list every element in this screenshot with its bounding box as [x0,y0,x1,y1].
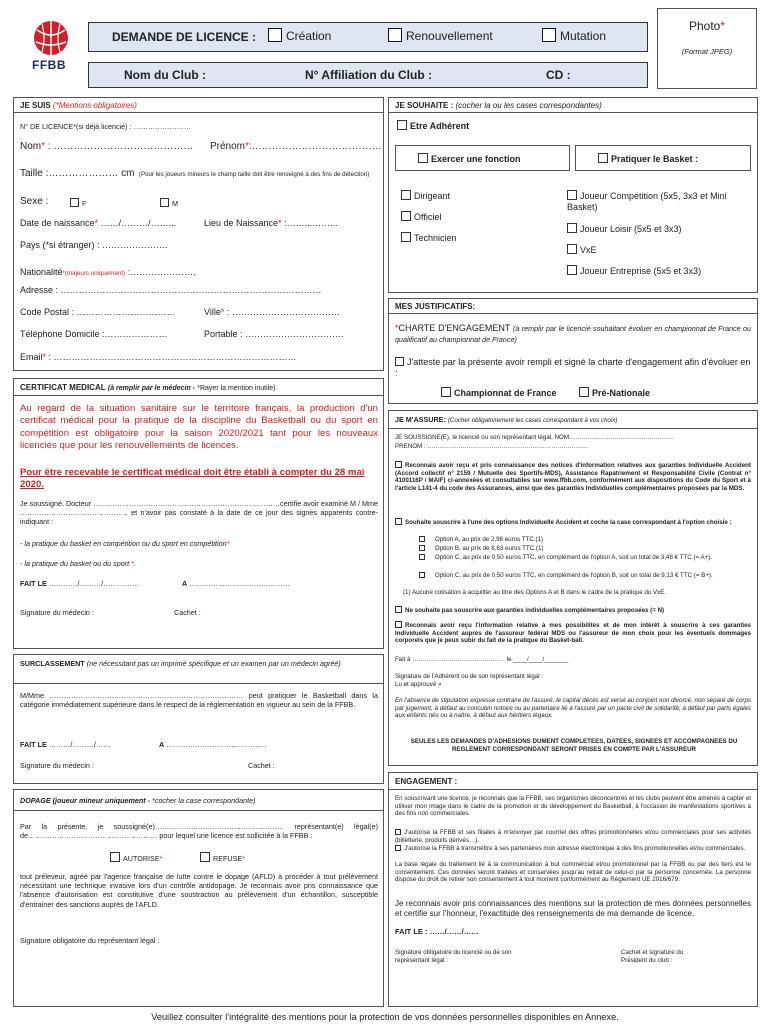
lieu-label: Lieu de Naissance [204,218,279,228]
surclassement-section [13,654,384,784]
engagement-p1: En souscrivant une licence, je reconnais que la FFBB, ses organismes déconcentrés et les clubs peuvent être amenés à capter et utiliser mon image dans le cadre de la promotion et du développement du Basketball, à l'occasion de manifestations sportives à des fins non commerciales. [395,795,751,818]
certificat-note: (à remplir par le médecin - [107,385,196,392]
surclassement-cachet[interactable]: Cachet : [248,761,275,770]
certificat-item1: - la pratique du basket en compétition ou du sport en compétition* [20,539,230,548]
adresse-field[interactable]: Adresse : …………………………………………………………………………… [20,285,322,295]
certificat-body[interactable]: Je soussigné, Docteur ……………………………………………………………………certifie avoir examiné M / Mme ……………………………………… et n'avoir pas constaté à la date de ce jour des signes apparents contre-indiquant : [20,499,378,527]
officiel-label: Officiel [414,212,442,222]
assure-absence: En l'absence de stipulation expresse contraire de l'assuré, le capital décès est versé au conjoint non divorcé, non séparé de corps par jugement, à défaut au concubin notoire ou au partenaire lié à l'assuré par un pacte civil de solidarité, à défaut par parts égales aux enfants nés ou à naître, à défaut aux héritiers légaux. [395,697,751,720]
atteste-checkbox[interactable] [395,357,404,366]
mutation-checkbox[interactable] [542,28,556,42]
technicien-label: Technicien [414,233,457,243]
footer-note: Veuillez consulter l'intégralité des mentions pour la protection de vos données personnelles disponibles en Annexe. [151,1012,619,1022]
naissance-label: Date de naissance [20,218,95,228]
dirigeant-option[interactable] [401,190,450,202]
surclassement-title: SURCLASSEMENT [20,659,85,668]
dopage-title: DOPAGE (joueur mineur uniquement - [20,796,151,805]
assure-note: (Cocher obligatoirement les cases correspondant à vos choix) [447,417,618,424]
nationalite-field[interactable] [20,262,196,280]
prenom-field[interactable]: Prénom*:………………………………… [210,141,382,152]
sexe-f-checkbox[interactable] [70,198,79,207]
competition-label: Joueur Compétition (5x5, 3x3 et Mini Basket) [567,191,727,212]
photo-required-star: * [720,19,726,33]
entreprise-checkbox[interactable] [567,265,577,275]
assure-seules: SEULES LES DEMANDES D'ADHESIONS DUMENT COMPLETEES, DATEES, SIGNEES ET ACCOMPAGNEES DU REGLEMENT CORRESPONDANT SERONT PRISES EN COMPTE PAR L'ASSUREUR [410,738,738,753]
sexe-f-option[interactable] [70,198,86,208]
refuse-checkbox[interactable] [200,852,210,862]
dirigeant-checkbox[interactable] [401,190,411,200]
page-title: DEMANDE DE LICENCE : [112,30,257,44]
reconnais-checkbox[interactable] [395,461,402,468]
naissance-value: ……/………/……... [98,218,177,228]
je-suis-section [13,97,384,371]
ville-value: : ……………………………… [224,307,340,317]
ville-field[interactable]: Ville* : ……………………………… [204,307,340,317]
option-c2[interactable] [403,572,749,580]
pays-field[interactable]: Pays (*si étranger) : …………………. [20,240,168,250]
email-value: : ……………………………………………………………………… [46,352,297,362]
assure-prenom[interactable]: PRENOM : …………………………………………………………………… [395,443,589,450]
taille-label: Taille :………………… cm [20,168,135,179]
option-c1[interactable] [403,554,749,562]
ne-souhaite-pas-option[interactable] [395,606,751,615]
nom-label: Nom [20,141,42,152]
assure-section [388,410,758,766]
dirigeant-label: Dirigeant [414,191,451,201]
assure-note1: (1) Aucune cotisation à acquitter au titre des Options A et B dans le cadre de la pratique du VxE. [403,589,667,596]
option-mutation[interactable] [542,28,606,43]
surclassement-fait-le[interactable]: FAIT LE ………/………/…… [20,740,111,749]
competition-option[interactable] [567,190,745,213]
prenom-value: :………………………………… [248,141,382,152]
assure-souscrire-option[interactable] [395,518,751,527]
fait-le-value: …………/………/…………… [46,579,140,588]
atteste-label: J'atteste par la présente avoir rempli et signé la charte d'engagement afin d'évoluer en : [395,357,751,378]
adherent-checkbox[interactable] [397,120,407,130]
option-b-checkbox[interactable] [419,545,425,551]
certificat-section [13,378,384,649]
sexe-m-checkbox[interactable] [160,198,169,207]
je-suis-title: JE SUIS [20,101,51,110]
promo-checkbox[interactable] [395,829,401,835]
fonction-checkbox[interactable] [418,153,428,163]
taille-field[interactable] [20,163,378,181]
a-label: A [182,579,188,588]
naissance-field[interactable]: Date de naissance* ……/………/……... [20,218,177,228]
engagement-fait[interactable]: FAIT LE : ……/……/…… [395,927,479,936]
medecin-cachet[interactable]: Cachet : [174,608,201,617]
engagement-p5: Je reconnais avoir pris connaissances des mentions sur la protection de mes données personnelles et certifie sur l'honneur, l'exactitude des renseignements de ma demande de licence. [395,899,751,918]
renouvellement-label: Renouvellement [406,29,493,43]
certificat-fait-le[interactable] [20,579,139,588]
option-a-checkbox[interactable] [419,536,425,542]
vxe-label: VxE [580,245,597,255]
nationalite-value: :…………………. [125,267,196,277]
nom-field[interactable]: Nom* : …………………………………… [20,141,194,152]
cd-label: CD : [546,68,571,82]
nationalite-note: *(majeurs uniquement) [62,270,126,277]
vxe-option[interactable] [567,244,597,256]
assure-fait[interactable]: Fait à ……………………………………… le ____/____/_______ [395,656,569,663]
surclassement-a[interactable]: A …………………………………… [159,740,267,749]
logo-text: FFBB [32,58,66,72]
pratiquer-option[interactable] [598,153,750,165]
atteste-option[interactable] [395,357,751,379]
telephone-field[interactable]: Téléphone Domicile :………………… [20,329,168,339]
competition-checkbox[interactable] [567,190,577,200]
justificatifs-title: MES JUSTIFICATIFS: [395,302,476,311]
engagement-section [388,772,758,1007]
autorise-label: AUTORISE [123,854,160,863]
loisir-label: Joueur Loisir (5x5 et 3x3) [580,224,682,234]
certificat-note2: *Rayer la mention inutile) [197,385,276,392]
option-b-label: Option B, au prix de 8,63 euros TTC.(1) [434,545,544,552]
certificat-warning: Au regard de la situation sanitaire sur le territoire français, la production d'un certificat médical pour la pratique de la discipline du Basketball ou du sport en compétition est obligatoire pour la saison 2020/2021 tant pour les nouveaux licenciés que pour les renouvellements de licences. [20,403,378,451]
certificat-a[interactable] [182,579,290,588]
taille-note: (Pour les joueurs mineurs le champ taille doit être renseigné à des fins de détection) [138,171,370,178]
ville-label: Ville [204,307,221,317]
photo-format: (Format JPEG) [681,47,733,56]
adherent-label: Etre Adhérent [410,121,470,131]
dopage-note: *cocher la case correspondante) [152,796,256,805]
fonction-option[interactable] [418,153,569,165]
fait-le-label: FAIT LE [20,579,47,588]
dopage-body1[interactable]: Par la présente, je soussigné(e)……………………………………………… représentant(e) légal(e) de……………………………………………… pour lequel une licence est sollicitée à la FFBB : [20,822,378,841]
renouvellement-checkbox[interactable] [388,28,402,42]
information-text: Reconnais avoir reçu l'information relative à mes possibilités et de mon intérêt à souscrire à ces garanties Individuelle Accident auprès de l'assureur fédéral MDS ou l'assureur de mon choix pour les éventuels dommages corporels que je peux subir du fait de la pratique du Basket-ball. [395,622,751,645]
prenationale-option[interactable] [579,387,650,399]
licencie-signature[interactable]: Signature obligatoire du licencié ou de son représentant légal : [395,949,512,964]
certificat-item2: - la pratique du basket ou du sport *. [20,559,136,568]
information-option[interactable] [395,621,751,645]
charte-paragraph: *CHARTE D'ENGAGEMENT (à remplir par le licencié souhaitant évoluer en championnat de France ou qualificatif au championnat de France) [395,323,751,344]
dopage-signature[interactable]: Signature obligatoire du représentant légal : [20,936,160,945]
assure-signature[interactable]: Signature de l'Adhérent ou de son représentant légal : [395,673,544,680]
officiel-option[interactable] [401,211,441,223]
assure-title: JE M'ASSURE: [395,415,446,424]
autorise-checkbox[interactable] [110,852,120,862]
creation-label: Création [286,29,332,43]
partenaires-text: J'autorise la FFBB à transmettre à ses partenaires mon adresse électronique à des fins promotionnelles et/ou commerciales. [404,845,746,852]
ne-souhaite-pas-checkbox[interactable] [395,606,402,613]
photo-label: Photo [688,19,721,33]
ne-souhaite-pas-text: Ne souhaite pas souscrire aux garanties individuelles complémentaires proposées (= N) [405,607,665,614]
surclassement-note: (ne nécessitant pas un imprimé spécifique et un examen par un médecin agréé) [86,659,341,668]
assure-header [395,415,617,425]
certificat-header [20,383,275,392]
mutation-label: Mutation [560,29,607,43]
engagement-title: ENGAGEMENT : [395,777,458,786]
dopage-section [13,789,384,1007]
reconnais-text: Reconnais avoir reçu et pris connaissance des notices d'information relatives aux garanties Individuelle Accident (Accord collectif n° 2159 / Mutuelle des Sportifs-MDS), Assistance Rapatriement et Responsabilité Civile (Contrat n° 4100116P / MAIF) ci-annexées et consultables sur www.ffbb.com, conformément aux dispositions du Code du Sport et à l'article L141-4 du code des Assurances, ainsi que des garanties Individuelles complémentaires proposées par la MDS. [395,462,751,492]
championnat-label: Championnat de France [454,388,557,398]
surclassement-signature[interactable]: Signature du médecin : [20,761,94,770]
loisir-option[interactable] [567,223,682,235]
sexe-m-label: M [172,199,178,208]
option-c2-label: Option C, au prix de 0,50 euros TTC, en complément de l'option B, soit un total de 9,13 € TTC (= B+). [434,572,713,579]
surclassement-header [20,659,378,668]
je-souhaite-section [388,97,758,293]
sexe-m-option[interactable] [160,198,178,208]
medecin-signature[interactable]: Signature du médecin : [20,608,94,617]
adherent-option[interactable] [397,120,469,132]
prenationale-label: Pré-Nationale [592,388,651,398]
president-signature[interactable]: Cachet et signature du Président du club : [621,949,684,964]
email-field[interactable]: Email* : ……………………………………………………………………… [20,352,297,362]
club-affiliation-label: N° Affiliation du Club : [305,68,432,82]
je-suis-subtitle: (*Mentions obligatoires) [52,101,137,110]
dopage-header [20,796,256,805]
championnat-option[interactable] [441,387,557,399]
assure-lu: Lu et approuvé » [395,681,442,688]
refuse-option[interactable]: REFUSE* [200,852,245,863]
certificat-title: CERTIFICAT MEDICAL [20,383,106,392]
sexe-field [20,196,48,208]
nationalite-label: Nationalité [20,267,63,277]
pratiquer-checkbox[interactable] [598,153,608,163]
option-a-label: Option A, au prix de 2,98 euros TTC.(1) [434,536,544,543]
dopage-body2: tout préleveur, agréé par l'agence française de lutte contre le dopage (AFLD) à procéder à tout prélèvement nécessitant une technique invasive lors d'un contrôle antidopage. Je reconnais avoir pris connaissance que l'absence d'autorisation est constitutive d'une soustraction au prélèvement d'un échantillon, susceptible d'entrainer des sanctions auprès de l'AFLD. [20,872,378,909]
souhaite-title: JE SOUHAITE : [395,101,454,110]
creation-checkbox[interactable] [268,28,282,42]
option-a[interactable] [419,536,749,544]
championnat-checkbox[interactable] [441,387,451,397]
refuse-label: REFUSE [213,854,243,863]
souhaite-subtitle: (cocher la ou les cases correspondantes) [455,101,602,110]
option-c1-label: Option C, au prix de 0,50 euros TTC, en complément de l'option A, soit un total de 3,48 € TTC (= A+). [434,554,713,561]
promo-option[interactable] [395,829,751,844]
nom-value: : …………………………………… [45,141,194,152]
vxe-checkbox[interactable] [567,244,577,254]
souscrire-checkbox[interactable] [395,518,402,525]
technicien-checkbox[interactable] [401,232,411,242]
sexe-f-label: F [82,199,87,208]
entreprise-option[interactable] [567,265,701,277]
partenaires-option[interactable] [395,845,751,853]
option-c2-checkbox[interactable] [419,572,425,578]
partenaires-checkbox[interactable] [395,845,401,851]
club-name-label: Nom du Club : [124,68,206,82]
promo-text: J'autorise la FFBB et ses filiales à m'envoyer par courriel des offres promotionnelles et/ou commerciales pour ses activités (billetterie, produits dérivés…). [395,829,751,844]
information-checkbox[interactable] [395,621,402,628]
option-renouvellement[interactable] [388,28,493,43]
assure-soussigne[interactable]: JE SOUSSIGNE(E), le licencié ou son représentant légal, NOM…………………………………………… [395,434,675,441]
licence-number-field[interactable]: N° DE LICENCE*(si déjà licencié) : …………………… [20,122,192,131]
pratiquer-box [575,145,751,171]
entreprise-label: Joueur Entreprise (5x5 et 3x3) [580,266,702,276]
technicien-option[interactable] [401,232,457,244]
fonction-label: Exercer une fonction [431,154,521,164]
charte-title: CHARTE D'ENGAGEMENT [398,323,511,333]
pratiquer-label: Pratiquer le Basket : [611,154,699,164]
engagement-p4: La base légale du traitement lié à la communication à but commercial et/ou promotionnel par la FFBB ou par des tiers est le consentement. Ces données seront traitées et conservées jusqu'au retrait de celui-ci par la personne concernée. La personne dispose du droit de retirer son consentement à tout moment conformément au Règlement UE 2016/679. [395,861,751,884]
prenom-label: Prénom [210,141,246,152]
option-b[interactable] [419,545,749,553]
a-value: …………………………………… [187,579,290,588]
certificat-validity: Pour être recevable le certificat médical doit être établi à compter du 28 mai 2020. [20,467,365,490]
sexe-label: Sexe : [20,196,49,207]
charte-note: (à remplir par le licencié souhaitant évoluer en championnat de France ou qualificatif au championnat de France) [395,324,751,344]
fonction-box [395,145,570,171]
portable-field[interactable]: Portable : …………………………… [204,329,345,339]
email-label: Email [20,352,43,362]
justificatifs-section [388,298,758,404]
code-postal-field[interactable]: Code Postal : …………………………… [20,307,176,317]
prenationale-checkbox[interactable] [579,387,589,397]
autorise-option[interactable]: AUTORISE* [110,852,162,863]
officiel-checkbox[interactable] [401,211,411,221]
lieu-field[interactable]: Lieu de Naissance* :……...……... [204,218,338,228]
souscrire-text: Souhaite souscrire à l'une des options Individuelle Accident et coche la case correspondant à l'option choisie : [405,519,732,526]
loisir-checkbox[interactable] [567,223,577,233]
assure-reconnais-option[interactable] [395,461,751,492]
lieu-value: :……...……... [281,218,338,228]
option-creation[interactable] [268,28,331,43]
surclassement-body[interactable]: M/Mme ……………………………………………………………………… peut pratiquer le Basketball dans la catégorie immédiatement supérieure dans le respect de la réglementation en vigueur au sein de la FFBB. [20,691,378,710]
photo-box[interactable] [657,8,757,89]
option-c1-checkbox[interactable] [419,554,425,560]
